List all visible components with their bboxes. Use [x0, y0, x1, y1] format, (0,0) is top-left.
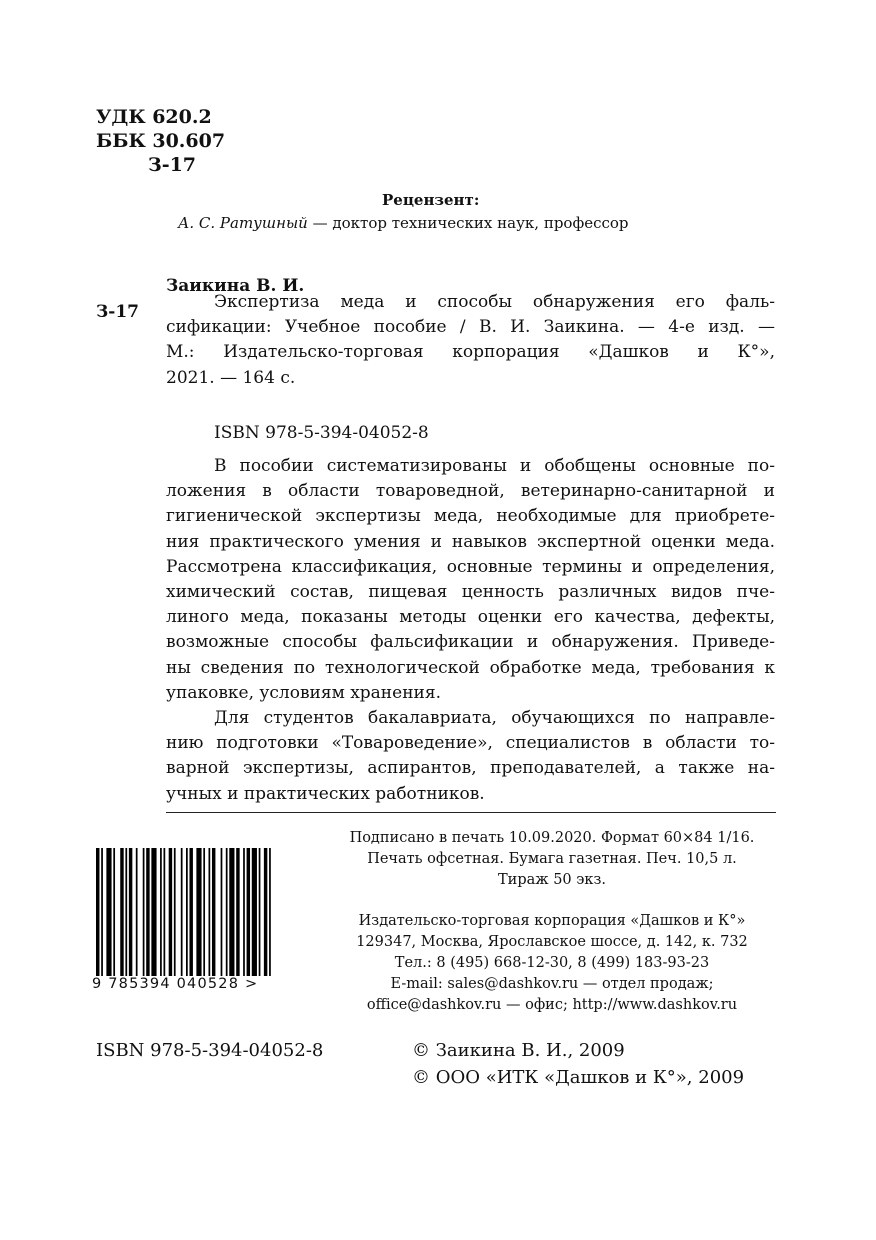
isbn-top-block	[166, 421, 775, 446]
barcode-bar	[101, 848, 103, 976]
barcode-bar	[259, 848, 261, 976]
audience-line: учных и практических работников.	[166, 783, 485, 804]
barcode-bar	[203, 848, 205, 976]
publisher-line: Тел.: 8 (495) 668-12-30, 8 (499) 183-93-23	[394, 955, 710, 971]
barcode-bar	[229, 848, 234, 976]
barcode-bar	[243, 848, 245, 976]
barcode-bar	[169, 848, 172, 976]
bbk-code: ББК 30.607	[96, 130, 226, 152]
barcode-bar	[209, 848, 211, 976]
barcode-bar	[226, 848, 228, 976]
audience-line: варной экспертизы, аспирантов, преподавателей, а также на-	[166, 758, 775, 779]
abstract-line: В пособии систематизированы и обобщены основные по-	[214, 456, 775, 476]
barcode-bar	[143, 848, 145, 976]
barcode-bar	[247, 848, 250, 976]
publisher-line: 129347, Москва, Ярославское шоссе, д. 142, к. 732	[356, 934, 748, 950]
abstract-line: Рассмотрена классификация, основные термины и определения,	[166, 556, 775, 577]
classification-codes	[96, 105, 225, 177]
barcode-digits: 9 785394 040528 >	[92, 976, 259, 992]
bibliographic-line: сификации: Учебное пособие / В. И. Заикина. — 4-е изд. —	[166, 317, 775, 338]
barcode-bar	[221, 848, 223, 976]
isbn-bottom: ISBN 978-5-394-04052-8	[96, 1040, 324, 1061]
abstract-line: гигиенической экспертизы меда, необходимые для приобрете-	[166, 506, 775, 527]
barcode-bar	[174, 848, 176, 976]
abstract-line: ложения в области товароведной, ветеринарно-санитарной и	[166, 481, 775, 502]
publisher-line: E-mail: sales@dashkov.ru — отдел продаж;	[390, 976, 714, 992]
barcode-bar	[125, 848, 127, 976]
udk-code: УДК 620.2	[96, 106, 212, 128]
barcode-bar	[151, 848, 156, 976]
barcode-bar	[181, 848, 183, 976]
barcode-bar	[129, 848, 132, 976]
barcode-bar	[186, 848, 188, 976]
abstract-line: ны сведения по технологической обработке меда, требования к	[166, 657, 775, 678]
reviewer-line	[178, 214, 629, 232]
publisher-line: office@dashkov.ru — офис; http://www.dashkov.ru	[366, 997, 738, 1013]
isbn-top: ISBN 978-5-394-04052-8	[214, 423, 429, 443]
abstract-line: упаковке, условиям хранения.	[166, 682, 441, 703]
imprint-block	[330, 828, 774, 1016]
print-info-line: Тираж 50 экз.	[498, 872, 606, 888]
publisher-line: Издательско-торговая корпорация «Дашков и К°»	[358, 913, 746, 929]
bibliographic-line: Экспертиза меда и способы обнаружения его фаль-	[214, 292, 775, 312]
barcode-bar	[189, 848, 192, 976]
bibliographic-description	[166, 290, 775, 391]
barcode-bar	[236, 848, 239, 976]
abstract-line: линого меда, показаны методы оценки его качества, дефекты,	[166, 607, 775, 628]
abstract-line: химический состав, пищевая ценность различных видов пче-	[166, 582, 775, 603]
divider-rule	[166, 812, 776, 813]
author-mark-code: З-17	[148, 154, 197, 176]
abstract-line: ния практического умения и навыков экспертной оценки меда.	[166, 531, 775, 552]
abstract	[166, 454, 775, 807]
reviewer-name: А. С. Ратушный	[178, 214, 308, 232]
barcode-bar	[264, 848, 267, 976]
isbn-barcode	[96, 848, 276, 976]
barcode-bar	[120, 848, 123, 976]
copyright-line: © Заикина В. И., 2009	[412, 1040, 625, 1061]
barcode-bar	[269, 848, 271, 976]
author-mark: З-17	[96, 302, 139, 322]
barcode-bar	[106, 848, 111, 976]
reviewer-description: — доктор технических наук, профессор	[307, 214, 629, 232]
audience-line: нию подготовки «Товароведение», специалистов в области то-	[166, 733, 775, 754]
audience-line: Для студентов бакалавриата, обучающихся по направле-	[214, 708, 775, 729]
barcode-bar	[113, 848, 115, 976]
barcode-bar	[160, 848, 162, 976]
barcode-bar	[136, 848, 138, 976]
barcode-bar	[196, 848, 201, 976]
barcode-bar	[96, 848, 99, 976]
barcode-bar	[146, 848, 149, 976]
print-info-line: Печать офсетная. Бумага газетная. Печ. 10,5 л.	[367, 851, 737, 867]
copyright-line: © ООО «ИТК «Дашков и К°», 2009	[412, 1067, 745, 1088]
print-info-line: Подписано в печать 10.09.2020. Формат 60×84 1/16.	[349, 830, 755, 846]
abstract-line: возможные способы фальсификации и обнаружения. Приведе-	[166, 632, 775, 653]
bibliographic-line: 2021. — 164 с.	[166, 367, 296, 388]
barcode-bar	[252, 848, 257, 976]
reviewer-title: Рецензент:	[382, 191, 480, 209]
barcode-bar	[164, 848, 166, 976]
barcode-bar	[212, 848, 215, 976]
author-heading: Заикина В. И.	[166, 276, 305, 296]
bibliographic-line: М.: Издательско-торговая корпорация «Дашков и К°»,	[166, 342, 775, 363]
